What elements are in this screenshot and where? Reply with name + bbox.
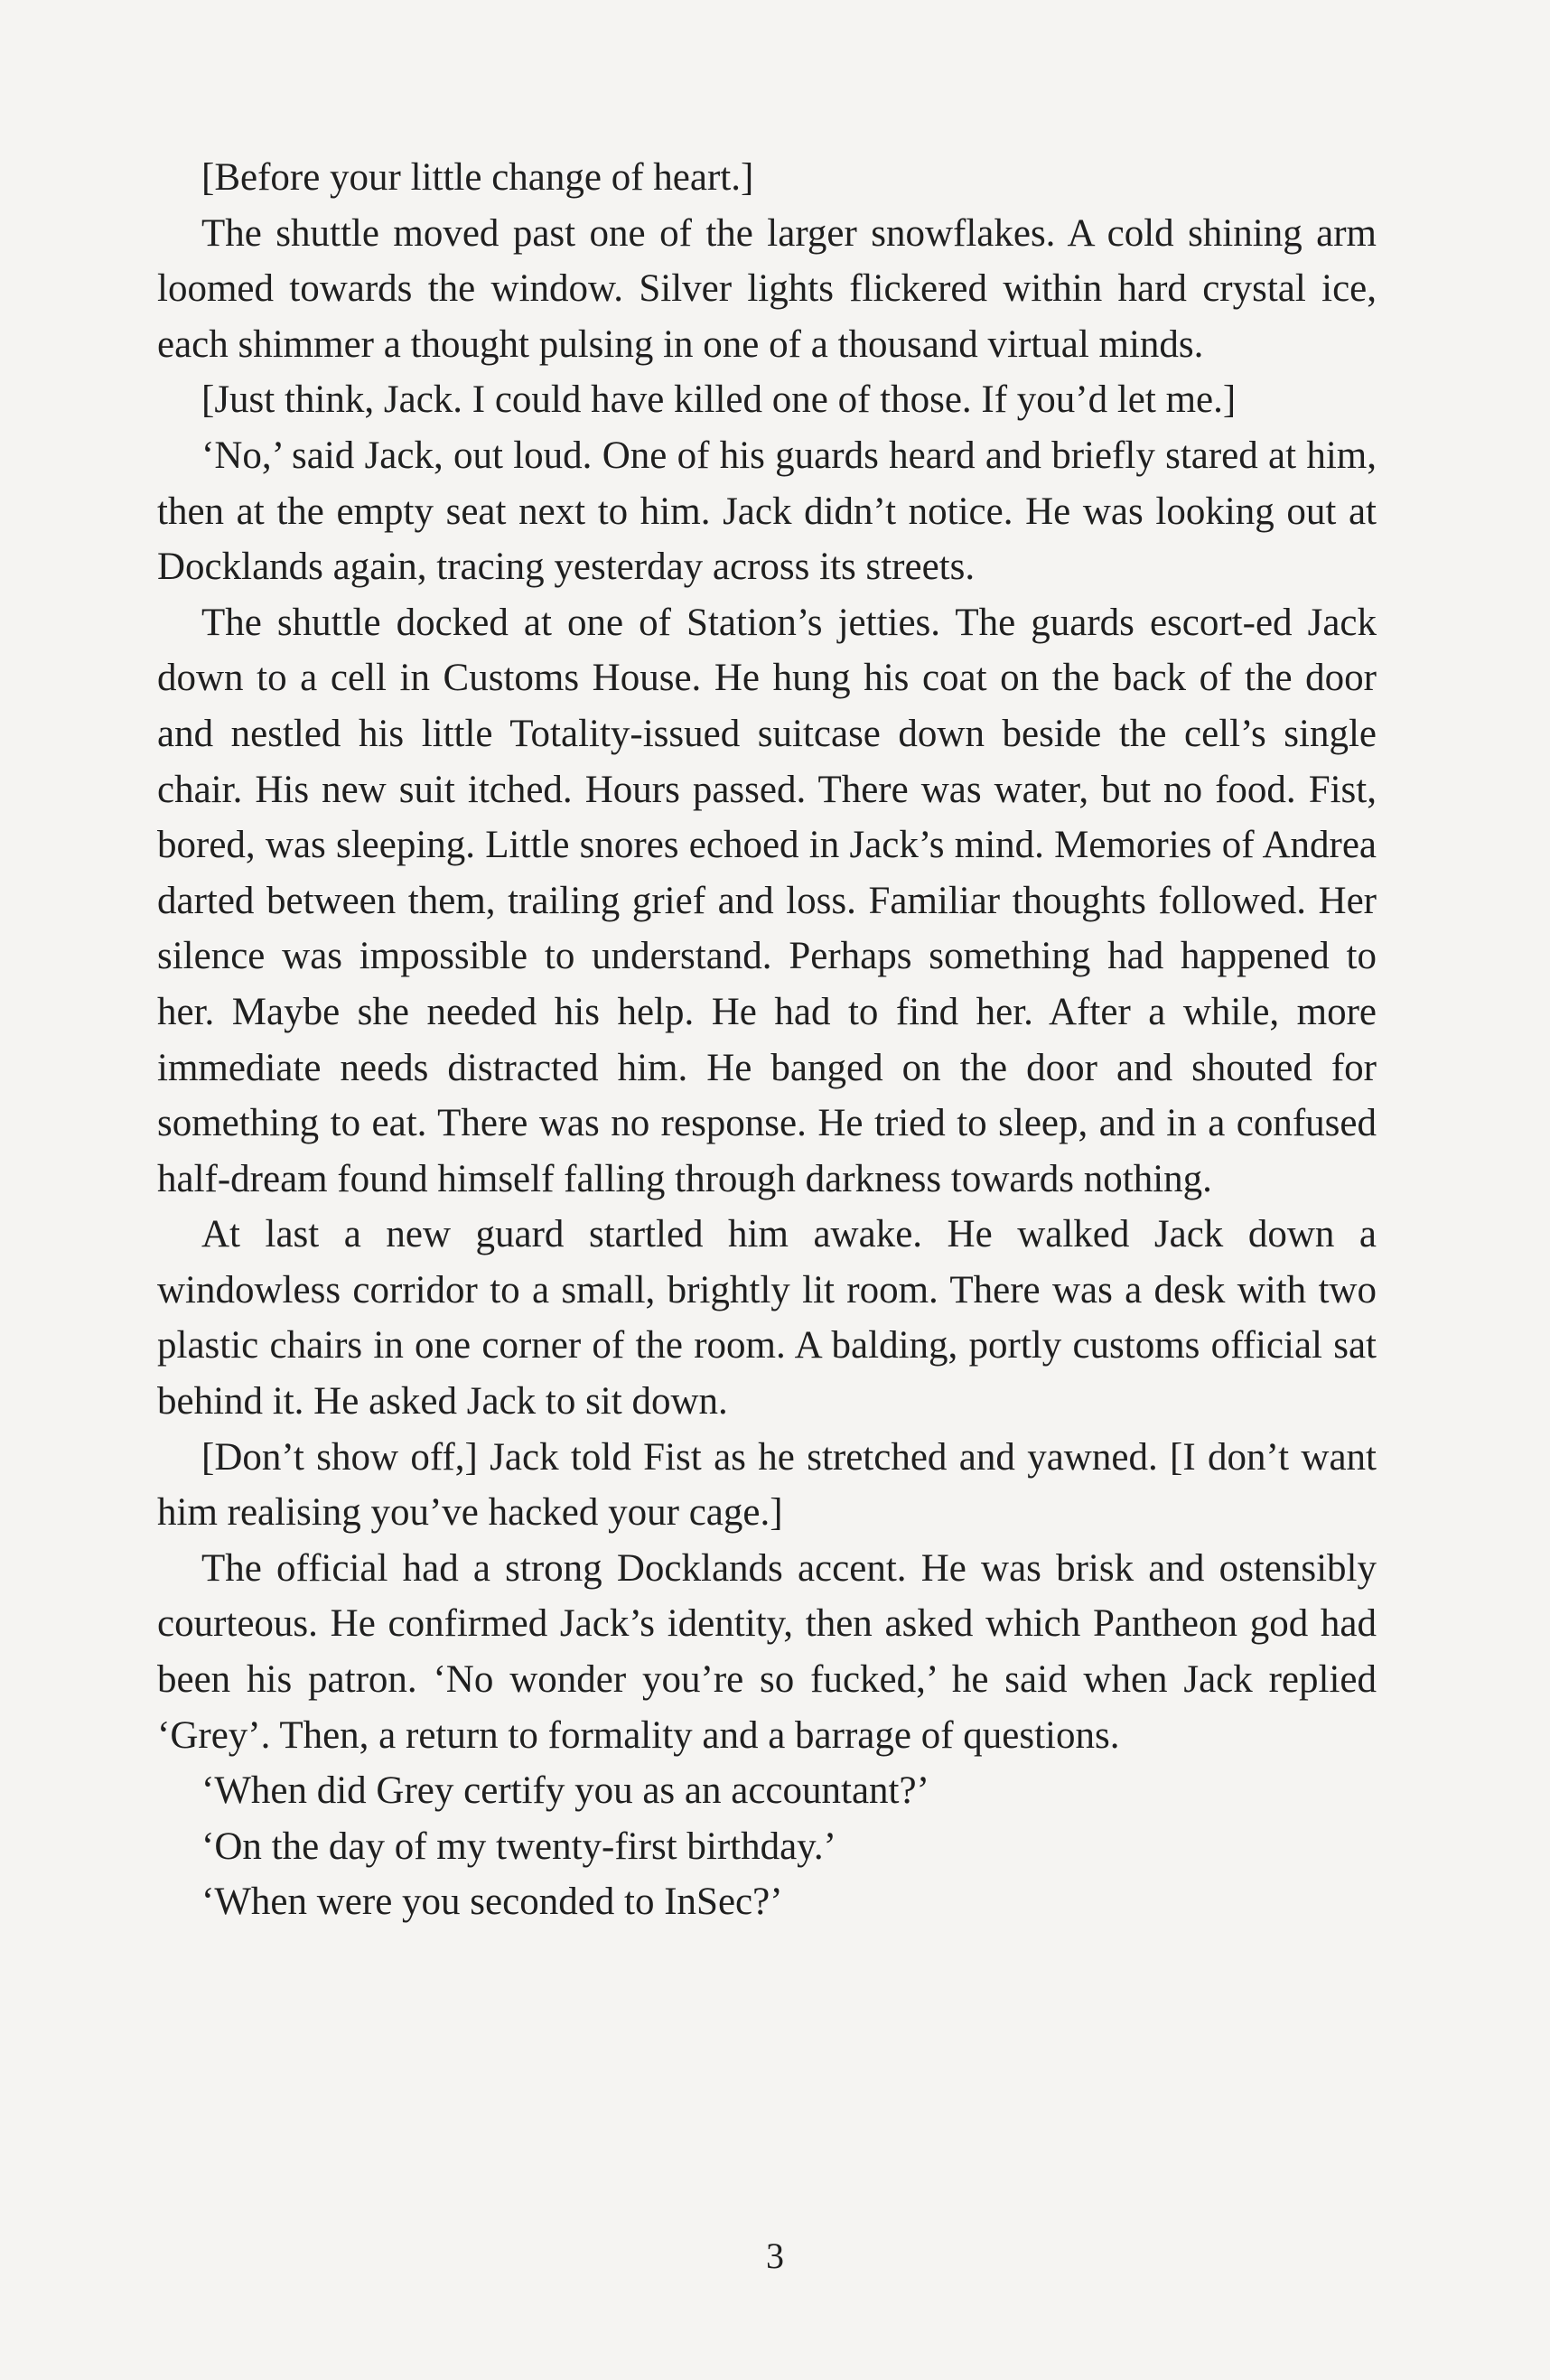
- paragraph: The official had a strong Docklands accent. He was brisk and ostensibly courteous. He confirmed Jack’s identity, then asked which Pantheon god had been his patron. ‘No wonder you’re so fucked,’ he said when Jack replied ‘Grey’. Then, a return to formality and a barrage of questions.: [157, 1546, 1377, 1757]
- paragraph: At last a new guard startled him awake. He walked Jack down a windowless corridor to a small, brightly lit room. There was a desk with two plastic chairs in one corner of the room. A balding, portly customs official sat behind it. He asked Jack to sit down.: [157, 1213, 1377, 1423]
- paragraph: The shuttle moved past one of the larger snowflakes. A cold shining arm loomed towards the window. Silver lights flickered within hard crystal ice, each shimmer a thought pulsing in one of a thousand virtual minds.: [157, 211, 1377, 366]
- paragraph: ‘On the day of my twenty-first birthday.’: [201, 1825, 836, 1868]
- page-number: 3: [766, 2235, 784, 2276]
- paragraph: The shuttle docked at one of Station’s jetties. The guards escort-ed Jack down to a cell in Customs House. He hung his coat on the back of the door and nestled his little Totality-issued suitcase down beside the cell’s single chair. His new suit itched. Hours passed. There was water, but no food. Fist, bored, was sleeping. Little snores echoed in Jack’s mind. Memories of Andrea darted between them, trailing grief and loss. Familiar thoughts followed. Her silence was impossible to understand. Perhaps something had happened to her. Maybe she needed his help. He had to find her. After a while, more immediate needs distracted him. He banged on the door and shouted for something to eat. There was no response. He tried to sleep, and in a confused half-dream found himself falling through darkness towards nothing.: [157, 601, 1377, 1200]
- paragraph: ‘When were you seconded to InSec?’: [201, 1881, 783, 1924]
- paragraph: ‘When did Grey certify you as an accountant?’: [201, 1769, 929, 1813]
- paragraph: [Don’t show off,] Jack told Fist as he stretched and yawned. [I don’t want him realising you’ve hacked your cage.]: [157, 1435, 1377, 1535]
- paragraph: ‘No,’ said Jack, out loud. One of his guards heard and briefly stared at him, then at the empty seat next to him. Jack didn’t notice. He was looking out at Docklands again, tracing yesterday across its streets.: [157, 434, 1377, 589]
- paragraph: [Before your little change of heart.]: [201, 156, 754, 199]
- body-text: [157, 150, 1377, 1930]
- paragraph: [Just think, Jack. I could have killed one of those. If you’d let me.]: [201, 378, 1237, 422]
